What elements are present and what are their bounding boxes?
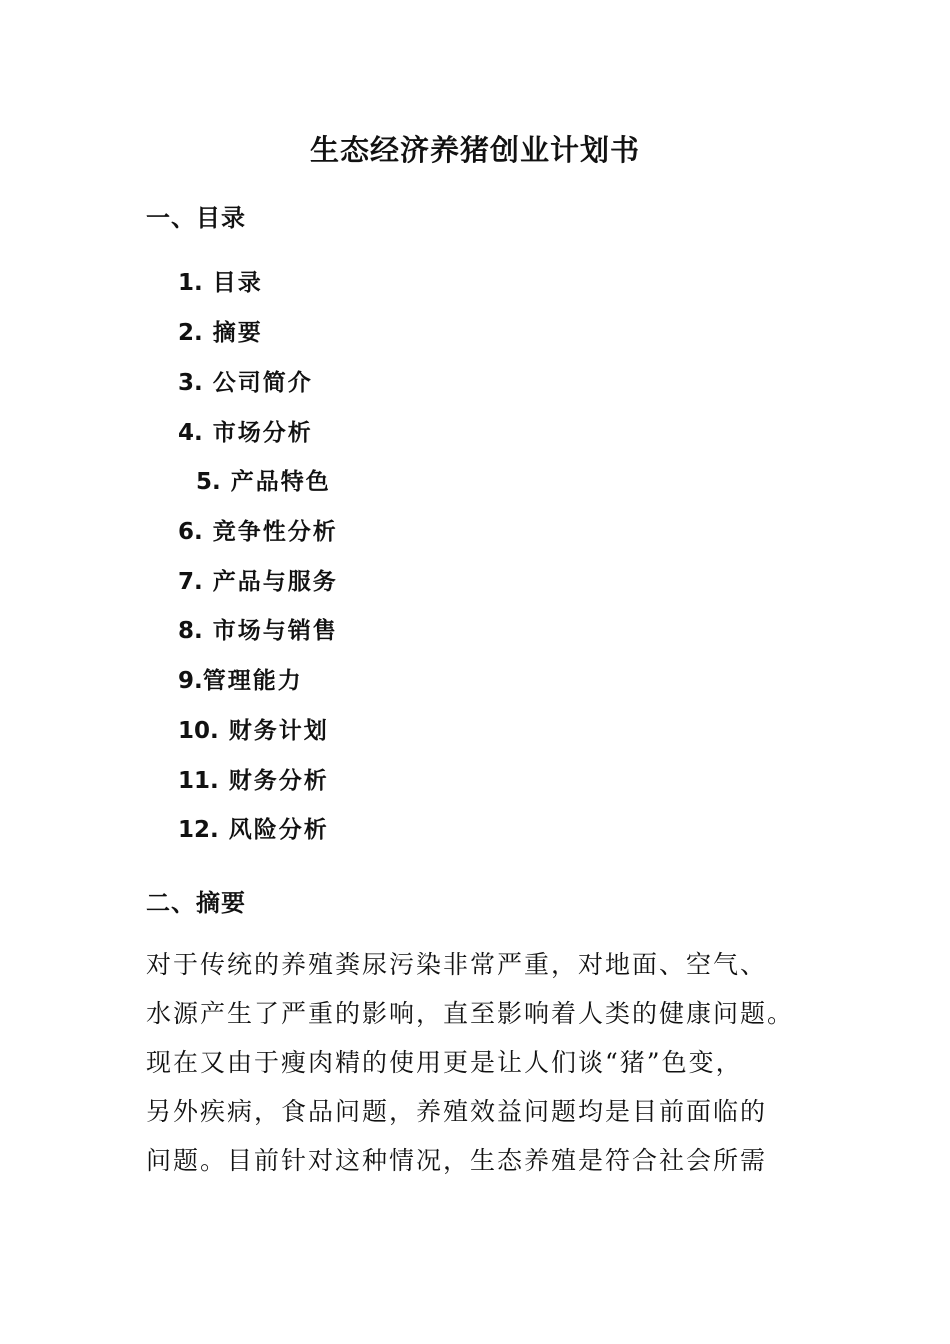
toc-item-label: 摘要 [212,319,263,346]
summary-heading: 二、摘要 [146,888,246,917]
toc-item-number: 3. [178,370,203,396]
toc-item-12 [178,811,329,844]
toc-item-number: 2. [178,320,203,346]
toc-item-number: 12. [178,817,219,843]
toc-item-label: 财务计划 [228,717,329,744]
summary-line: 现在又由于瘦肉精的使用更是让人们谈“猪”色变， [146,1048,743,1077]
toc-item-label: 公司简介 [212,369,313,396]
summary-line: 对于传统的养殖粪尿污染非常严重，对地面、空气、 [146,950,768,979]
toc-item-7 [178,563,338,596]
toc-item-label: 管理能力 [202,667,303,694]
toc-item-6 [178,513,338,546]
toc-item-10 [178,712,329,745]
toc-item-number: 9. [178,668,203,694]
toc-item-1 [178,264,263,297]
page-title: 生态经济养猪创业计划书 [309,133,640,167]
summary-line: 问题。目前针对这种情况，生态养殖是符合社会所需 [146,1146,768,1175]
toc-item-3 [178,364,313,397]
toc-item-number: 8. [178,618,203,644]
toc-item-label: 风险分析 [228,816,329,843]
toc-item-number: 4. [178,420,203,446]
toc-item-label: 竞争性分析 [212,518,338,545]
toc-item-number: 6. [178,519,203,545]
summary-line: 水源产生了严重的影响，直至影响着人类的健康问题。 [146,999,795,1028]
toc-item-label: 市场与销售 [212,617,338,644]
toc-item-label: 财务分析 [228,767,329,794]
toc-item-number: 5. [196,469,221,495]
toc-item-5 [196,463,331,496]
toc-item-label: 市场分析 [212,419,313,446]
toc-item-4 [178,414,313,447]
toc-heading: 一、目录 [146,203,246,232]
toc-item-label: 产品与服务 [212,568,338,595]
toc-item-number: 7. [178,569,203,595]
toc-item-9 [178,662,303,695]
toc-item-number: 10. [178,718,219,744]
toc-item-2 [178,314,263,347]
summary-line: 另外疾病，食品问题，养殖效益问题均是目前面临的 [146,1097,768,1126]
toc-item-number: 1. [178,270,203,296]
toc-item-11 [178,762,329,795]
toc-item-8 [178,612,338,645]
toc-item-label: 产品特色 [230,468,331,495]
toc-item-number: 11. [178,768,219,794]
summary-paragraph [146,940,836,1185]
toc-item-label: 目录 [212,269,263,296]
